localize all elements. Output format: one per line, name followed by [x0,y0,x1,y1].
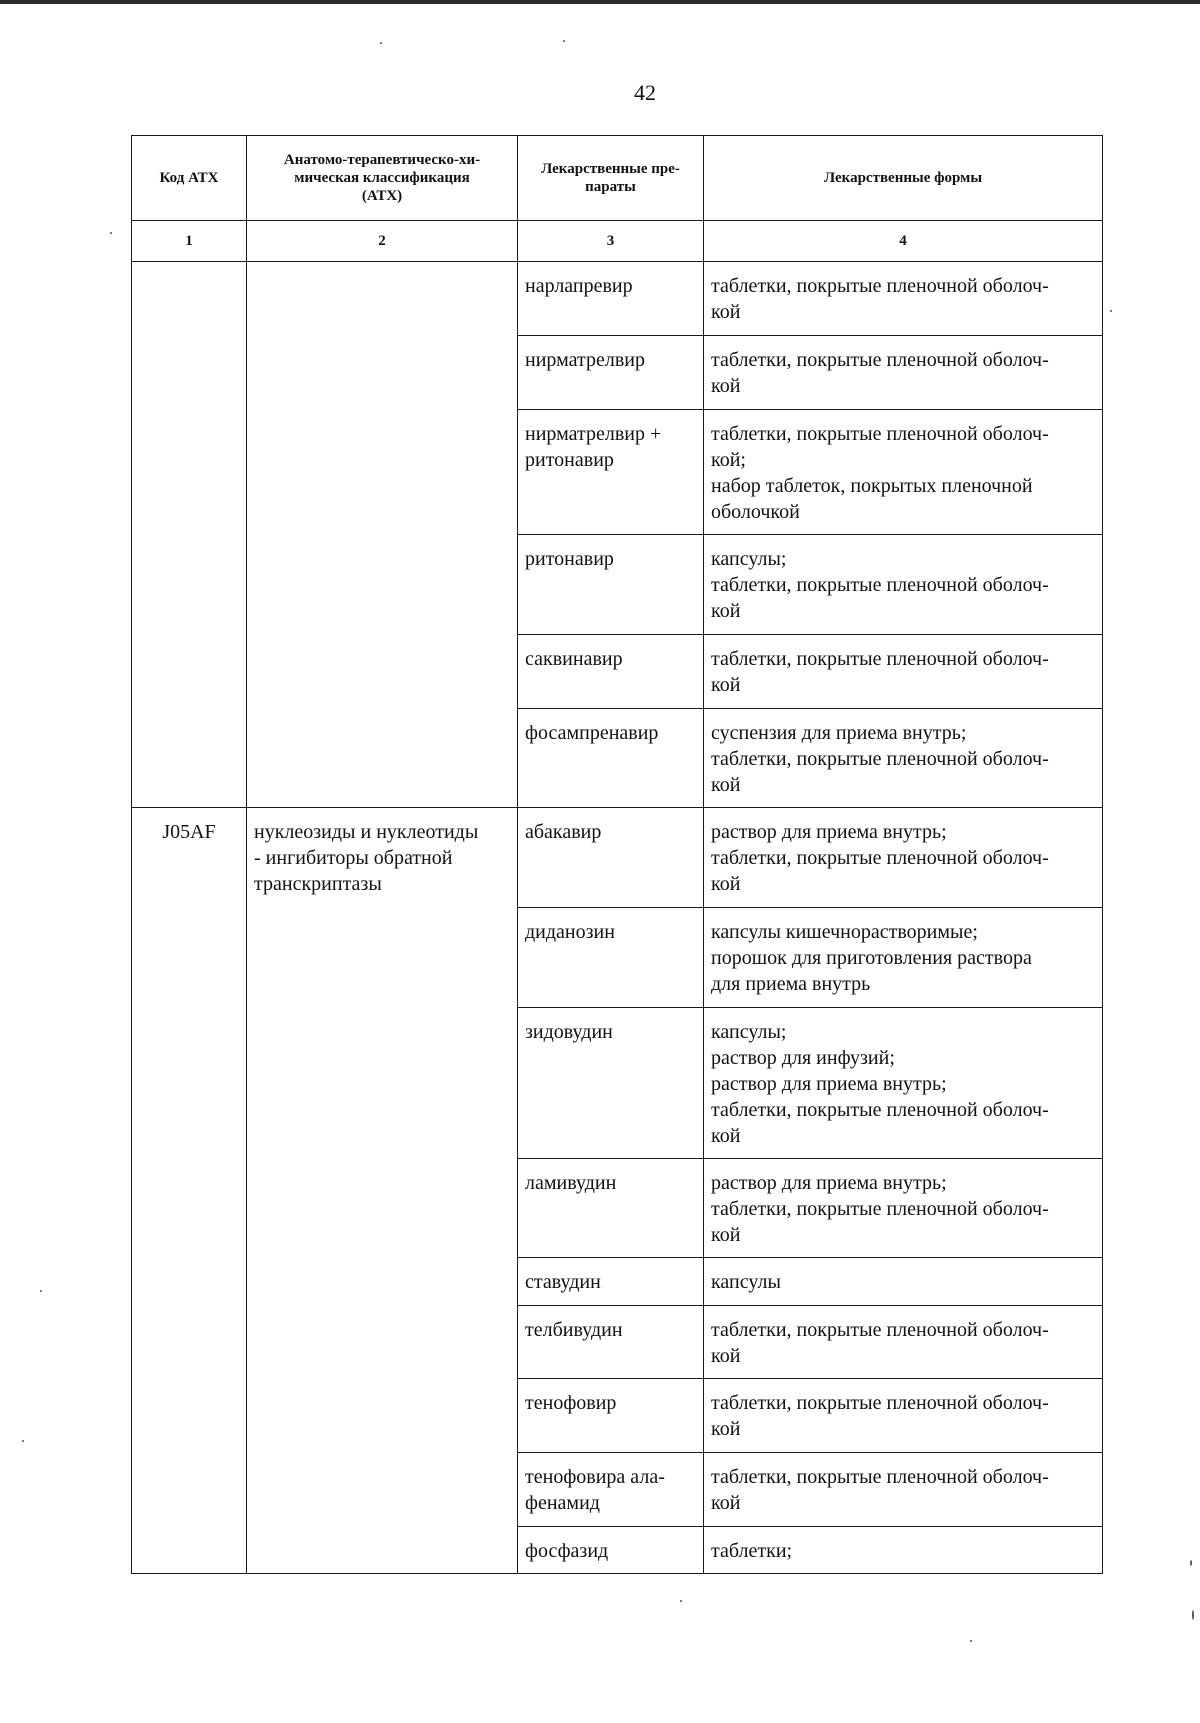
scan-speckle [970,1640,972,1642]
drug-name: нарлапревир [518,262,704,336]
atx-code-cell [132,262,247,808]
drug-name: ламивудин [518,1159,704,1258]
table-row [132,262,1103,336]
atx-drug-table [131,135,1103,1574]
column-number-row [132,221,1103,262]
scan-speckle [380,42,382,44]
scan-speckle [110,232,112,234]
drug-name: тенофовира ала- фенамид [518,1453,704,1527]
drug-name: абакавир [518,808,704,908]
header-dosage-forms: Лекарственные формы [704,136,1103,221]
column-number: 1 [132,221,247,262]
drug-name: саквинавир [518,635,704,709]
header-atx-code: Код АТХ [132,136,247,221]
dosage-forms: капсулы; раствор для инфузий; раствор для приема внутрь; таблетки, покрытые пленочной оболоч- кой [704,1008,1103,1159]
header-atx-classification: Анатомо-терапевтическо-хи- мическая классификация (АТХ) [247,136,518,221]
dosage-forms: таблетки, покрытые пленочной оболоч- кой [704,635,1103,709]
dosage-forms: суспензия для приема внутрь; таблетки, покрытые пленочной оболоч- кой [704,709,1103,808]
column-number: 2 [247,221,518,262]
scan-speckle [563,40,565,42]
drug-name: телбивудин [518,1306,704,1379]
dosage-forms: таблетки, покрытые пленочной оболоч- кой; набор таблеток, покрытых пленочной оболочкой [704,410,1103,535]
dosage-forms: таблетки, покрытые пленочной оболоч- кой [704,262,1103,336]
atx-classification-cell [247,262,518,808]
drug-name: нирматрелвир + ритонавир [518,410,704,535]
dosage-forms: капсулы кишечнорастворимые; порошок для приготовления раствора для приема внутрь [704,908,1103,1008]
drug-name: фосфазид [518,1527,704,1574]
drug-name: ритонавир [518,535,704,635]
drug-name: диданозин [518,908,704,1008]
column-number: 4 [704,221,1103,262]
dosage-forms: таблетки, покрытые пленочной оболоч- кой [704,1306,1103,1379]
scan-speckle [22,1440,24,1442]
drug-name: ставудин [518,1258,704,1306]
scan-speckle [1110,310,1112,312]
header-drugs: Лекарственные пре- параты [518,136,704,221]
column-number: 3 [518,221,704,262]
dosage-forms: таблетки, покрытые пленочной оболоч- кой [704,1379,1103,1453]
dosage-forms: раствор для приема внутрь; таблетки, покрытые пленочной оболоч- кой [704,1159,1103,1258]
dosage-forms: раствор для приема внутрь; таблетки, покрытые пленочной оболоч- кой [704,808,1103,908]
dosage-forms: капсулы [704,1258,1103,1306]
scan-speckle [680,1600,682,1602]
scan-speckle [1190,1560,1192,1566]
atx-classification-cell: нуклеозиды и нуклеотиды - ингибиторы обратной транскриптазы [247,808,518,1574]
dosage-forms: капсулы; таблетки, покрытые пленочной оболоч- кой [704,535,1103,635]
scan-speckle [1192,1610,1194,1620]
drug-name: фосампренавир [518,709,704,808]
page-number: 42 [634,80,656,105]
header-row [132,136,1103,221]
table-row [132,808,1103,908]
drug-name: тенофовир [518,1379,704,1453]
dosage-forms: таблетки, покрытые пленочной оболоч- кой [704,336,1103,410]
dosage-forms: таблетки, покрытые пленочной оболоч- кой [704,1453,1103,1527]
scan-top-edge [0,0,1200,4]
dosage-forms: таблетки; [704,1527,1103,1574]
drug-name: зидовудин [518,1008,704,1159]
drug-name: нирматрелвир [518,336,704,410]
atx-code-cell: J05AF [132,808,247,1574]
scan-speckle [40,1290,42,1292]
